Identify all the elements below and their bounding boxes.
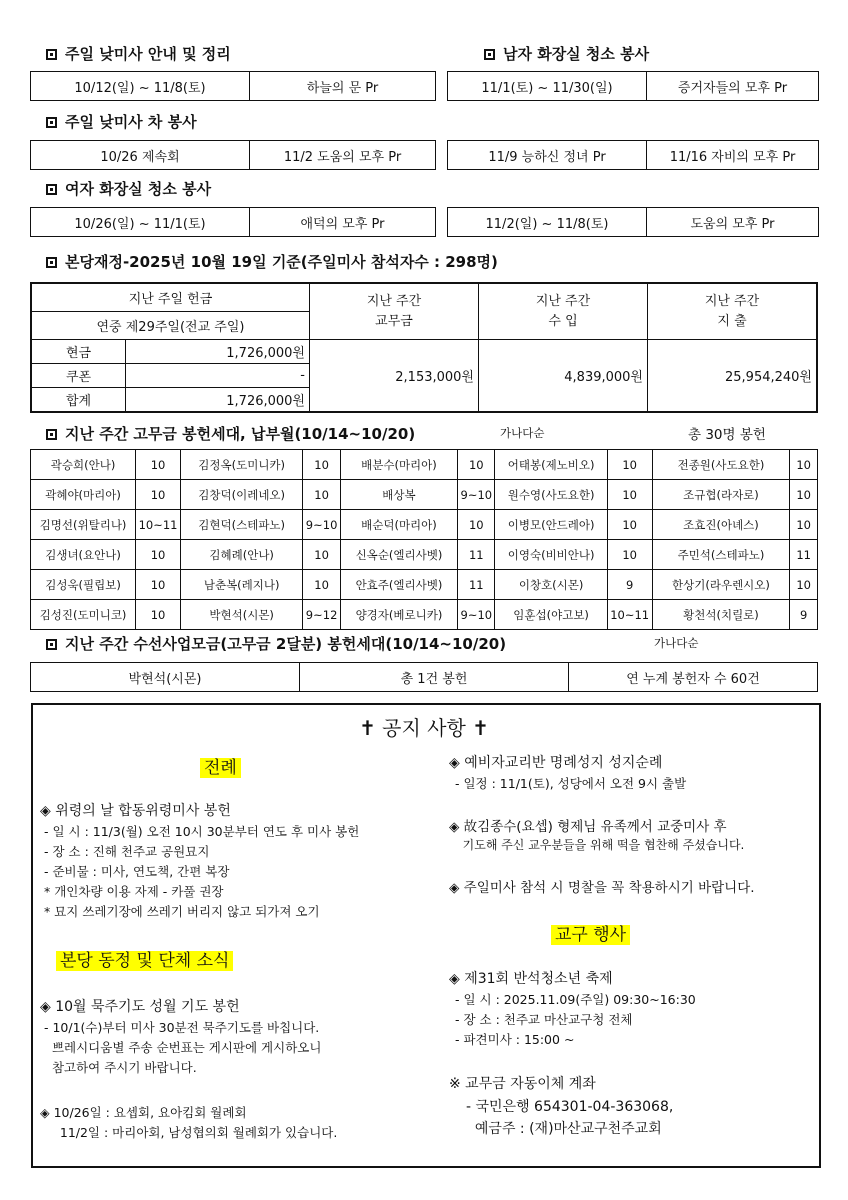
diocese-events-heading: 교구 행사 [551,920,630,945]
donor-name: 주민석(스테파노) [652,540,790,570]
donor-name: 전종원(사도요한) [652,450,790,480]
donor-name: 김생녀(요안나) [31,540,136,570]
donor-months: 10 [303,480,340,510]
auto-transfer-details: - 국민은행 654301-04-363068, 예금주 : (재)마산교구천주교회 [466,1099,674,1137]
donor-name: 김현덕(스테파노) [180,510,302,540]
parish-news-heading: 본당 동정 및 단체 소식 [56,946,233,971]
donor-name: 김성욱(필립보) [31,570,136,600]
donor-months: 10 [790,480,818,510]
mission-donor: 박현석(시몬) [31,663,300,692]
women-restroom-table-right [447,207,819,237]
finance-row-value: 1,726,000원 [126,388,310,413]
income-value: 4,839,000원 [479,340,648,413]
donor-name: 양경자(베로니카) [340,600,457,630]
donor-months: 9~10 [458,600,495,630]
donor-name: 한상기(라우렌시오) [652,570,790,600]
donor-name: 어태봉(제노비오) [495,450,607,480]
noon-mass-team: 하늘의 문 Pr [250,72,436,101]
women-restroom-heading: 여자 화장실 청소 봉사 [46,178,211,199]
donor-months: 11 [458,540,495,570]
donation-row [31,570,818,600]
noon-car-entry: 11/16 자비의 모후 Pr [647,141,819,170]
donor-name: 조효진(아녜스) [652,510,790,540]
mission-count: 총 1건 봉헌 [300,663,569,692]
donor-months: 10 [458,450,495,480]
donor-months: 10 [790,450,818,480]
donation-row [31,450,818,480]
liturgy-heading: 전례 [200,753,241,778]
finance-row-label: 합계 [31,388,126,413]
noon-car-entry: 11/2 도움의 모후 Pr [250,141,436,170]
finance-heading: 본당재정-2025년 10월 19일 기준(주일미사 참석자수 : 298명) [46,251,498,272]
donations-order-note: 가나다순 [500,426,545,440]
donation-row [31,540,818,570]
mission-table [30,662,818,692]
donor-months: 10 [607,480,652,510]
donor-months: 10 [136,570,181,600]
donor-name: 김정옥(도미니카) [180,450,302,480]
nametag-notice: ◈ 주일미사 참석 시 명찰을 꼭 착용하시기 바랍니다. [449,880,755,896]
donor-name: 배순덕(마리아) [340,510,457,540]
donor-name: 황천석(치릴로) [652,600,790,630]
noon-car-table-right [447,140,819,170]
noon-car-entry: 10/26 제속회 [31,141,250,170]
donor-months: 9~12 [303,600,340,630]
donor-name: 이병모(안드레아) [495,510,607,540]
donor-name: 배상복 [340,480,457,510]
donor-name: 남춘복(레지나) [180,570,302,600]
donor-months: 10 [303,570,340,600]
noon-car-entry: 11/9 능하신 정녀 Pr [448,141,647,170]
tithe-header: 지난 주간 교무금 [310,283,479,340]
donor-months: 9~10 [303,510,340,540]
finance-row-label: 쿠폰 [31,364,126,388]
donations-total: 총 30명 봉헌 [688,427,766,443]
finance-row-value: - [126,364,310,388]
donor-months: 10 [136,540,181,570]
women-restroom-table-left [30,207,436,237]
rosary-title: ◈ 10월 묵주기도 성월 기도 봉헌 [40,999,240,1015]
donor-months: 10 [303,450,340,480]
pilgrimage-details: - 일정 : 11/1(토), 성당에서 오전 9시 출발 [455,776,687,791]
festival-title: ◈ 제31회 반석청소년 축제 [449,971,613,987]
donor-months: 10 [607,510,652,540]
expense-value: 25,954,240원 [648,340,818,413]
donor-months: 11 [458,570,495,600]
donor-months: 10~11 [607,600,652,630]
noon-mass-table [30,71,436,101]
donor-name: 원수영(사도요한) [495,480,607,510]
donor-name: 김혜례(안나) [180,540,302,570]
square-bullet-icon [46,429,57,440]
donor-months: 10 [136,450,181,480]
square-bullet-icon [484,49,495,60]
last-sunday-offering-header: 지난 주일 헌금 [31,283,310,312]
donation-row [31,480,818,510]
auto-transfer-title: ※ 교무금 자동이체 계좌 [449,1076,596,1092]
donor-months: 9~10 [458,480,495,510]
donor-months: 10 [790,510,818,540]
mission-cumulative: 연 누계 봉헌자 수 60건 [569,663,818,692]
expense-header: 지난 주간 지 출 [648,283,818,340]
noon-car-heading: 주일 낮미사 차 봉사 [46,111,197,132]
men-restroom-period: 11/1(토) ~ 11/30(일) [448,72,647,101]
pilgrimage-title: ◈ 예비자교리반 명례성지 성지순례 [449,755,663,771]
donor-name: 김성진(도미니코) [31,600,136,630]
square-bullet-icon [46,639,57,650]
memorial-title: ◈ 위령의 날 합동위령미사 봉헌 [40,803,231,819]
donation-row [31,600,818,630]
donor-name: 곽혜야(마리아) [31,480,136,510]
square-bullet-icon [46,49,57,60]
donor-months: 9 [607,570,652,600]
donor-name: 신옥순(엘리사벳) [340,540,457,570]
donor-months: 11 [790,540,818,570]
donor-name: 이영숙(비비안나) [495,540,607,570]
mission-order-note: 가나다순 [654,636,699,650]
donor-name: 조규협(라자로) [652,480,790,510]
donor-months: 10~11 [136,510,181,540]
meeting-details: ◈ 10/26일 : 요셉회, 요아킴회 월례회 11/2일 : 마리아회, 남성협의회 월례회가 있습니다. [40,1105,338,1140]
mission-heading: 지난 주간 수선사업모금(고무금 2달분) 봉헌세대(10/14~10/20) [46,633,506,654]
donations-heading: 지난 주간 고무금 봉헌세대, 납부월(10/14~10/20) [46,423,415,444]
donor-name: 박현석(시몬) [180,600,302,630]
notice-title: ✝ 공지 사항 ✝ [359,716,489,740]
donation-row [31,510,818,540]
noon-mass-heading: 주일 낮미사 안내 및 정리 [46,43,231,64]
square-bullet-icon [46,117,57,128]
men-restroom-team: 증거자들의 모후 Pr [647,72,819,101]
square-bullet-icon [46,257,57,268]
donations-table [30,449,818,630]
donor-name: 임훈섭(야고보) [495,600,607,630]
women-restroom-team: 도움의 모후 Pr [647,208,819,237]
men-restroom-heading: 남자 화장실 청소 봉사 [484,43,649,64]
donor-name: 배분수(마리아) [340,450,457,480]
donor-months: 10 [136,600,181,630]
notice-box [31,703,821,1168]
finance-row-value: 1,726,000원 [126,340,310,364]
income-header: 지난 주간 수 입 [479,283,648,340]
noon-car-table-left [30,140,436,170]
finance-row-label: 현금 [31,340,126,364]
finance-table [30,282,818,413]
thanks-title: ◈ 故김종수(요셉) 형제님 유족께서 교중미사 후 [449,819,727,835]
donor-name: 곽승희(안나) [31,450,136,480]
women-restroom-team: 애덕의 모후 Pr [250,208,436,237]
donor-name: 이창호(시몬) [495,570,607,600]
donor-months: 9 [790,600,818,630]
women-restroom-period: 11/2(일) ~ 11/8(토) [448,208,647,237]
donor-months: 10 [136,480,181,510]
donor-months: 10 [303,540,340,570]
men-restroom-table [447,71,819,101]
donor-months: 10 [790,570,818,600]
memorial-details: - 일 시 : 11/3(월) 오전 10시 30분부터 연도 후 미사 봉헌 - 장 소 : 진해 천주교 공원묘지 - 준비물 : 미사, 연도책, 간편 복장 * 개인차량 이용 자제 - 카풀 권장 * 묘지 쓰레기장에 쓰레기 버리지 않고 되가져 오기 [44,824,360,919]
donor-months: 10 [607,450,652,480]
donor-name: 김명선(위탈리나) [31,510,136,540]
tithe-value: 2,153,000원 [310,340,479,413]
festival-details: - 일 시 : 2025.11.09(주일) 09:30~16:30 - 장 소 : 천주교 마산교구청 전체 - 파견미사 : 15:00 ~ [455,992,696,1047]
sunday-name: 연중 제29주일(전교 주일) [31,312,310,340]
donor-name: 안효주(엘리사벳) [340,570,457,600]
women-restroom-period: 10/26(일) ~ 11/1(토) [31,208,250,237]
donor-name: 김창덕(이레네오) [180,480,302,510]
donor-months: 10 [607,540,652,570]
thanks-details: 기도해 주신 교우분들을 위해 떡을 협찬해 주셨습니다. [455,838,745,852]
donor-months: 10 [458,510,495,540]
rosary-details: - 10/1(수)부터 미사 30분전 묵주기도를 바칩니다. 쁘레시디움별 주송 순번표는 게시판에 게시하오니 참고하여 주시기 바랍니다. [44,1020,322,1075]
square-bullet-icon [46,184,57,195]
noon-mass-period: 10/12(일) ~ 11/8(토) [31,72,250,101]
